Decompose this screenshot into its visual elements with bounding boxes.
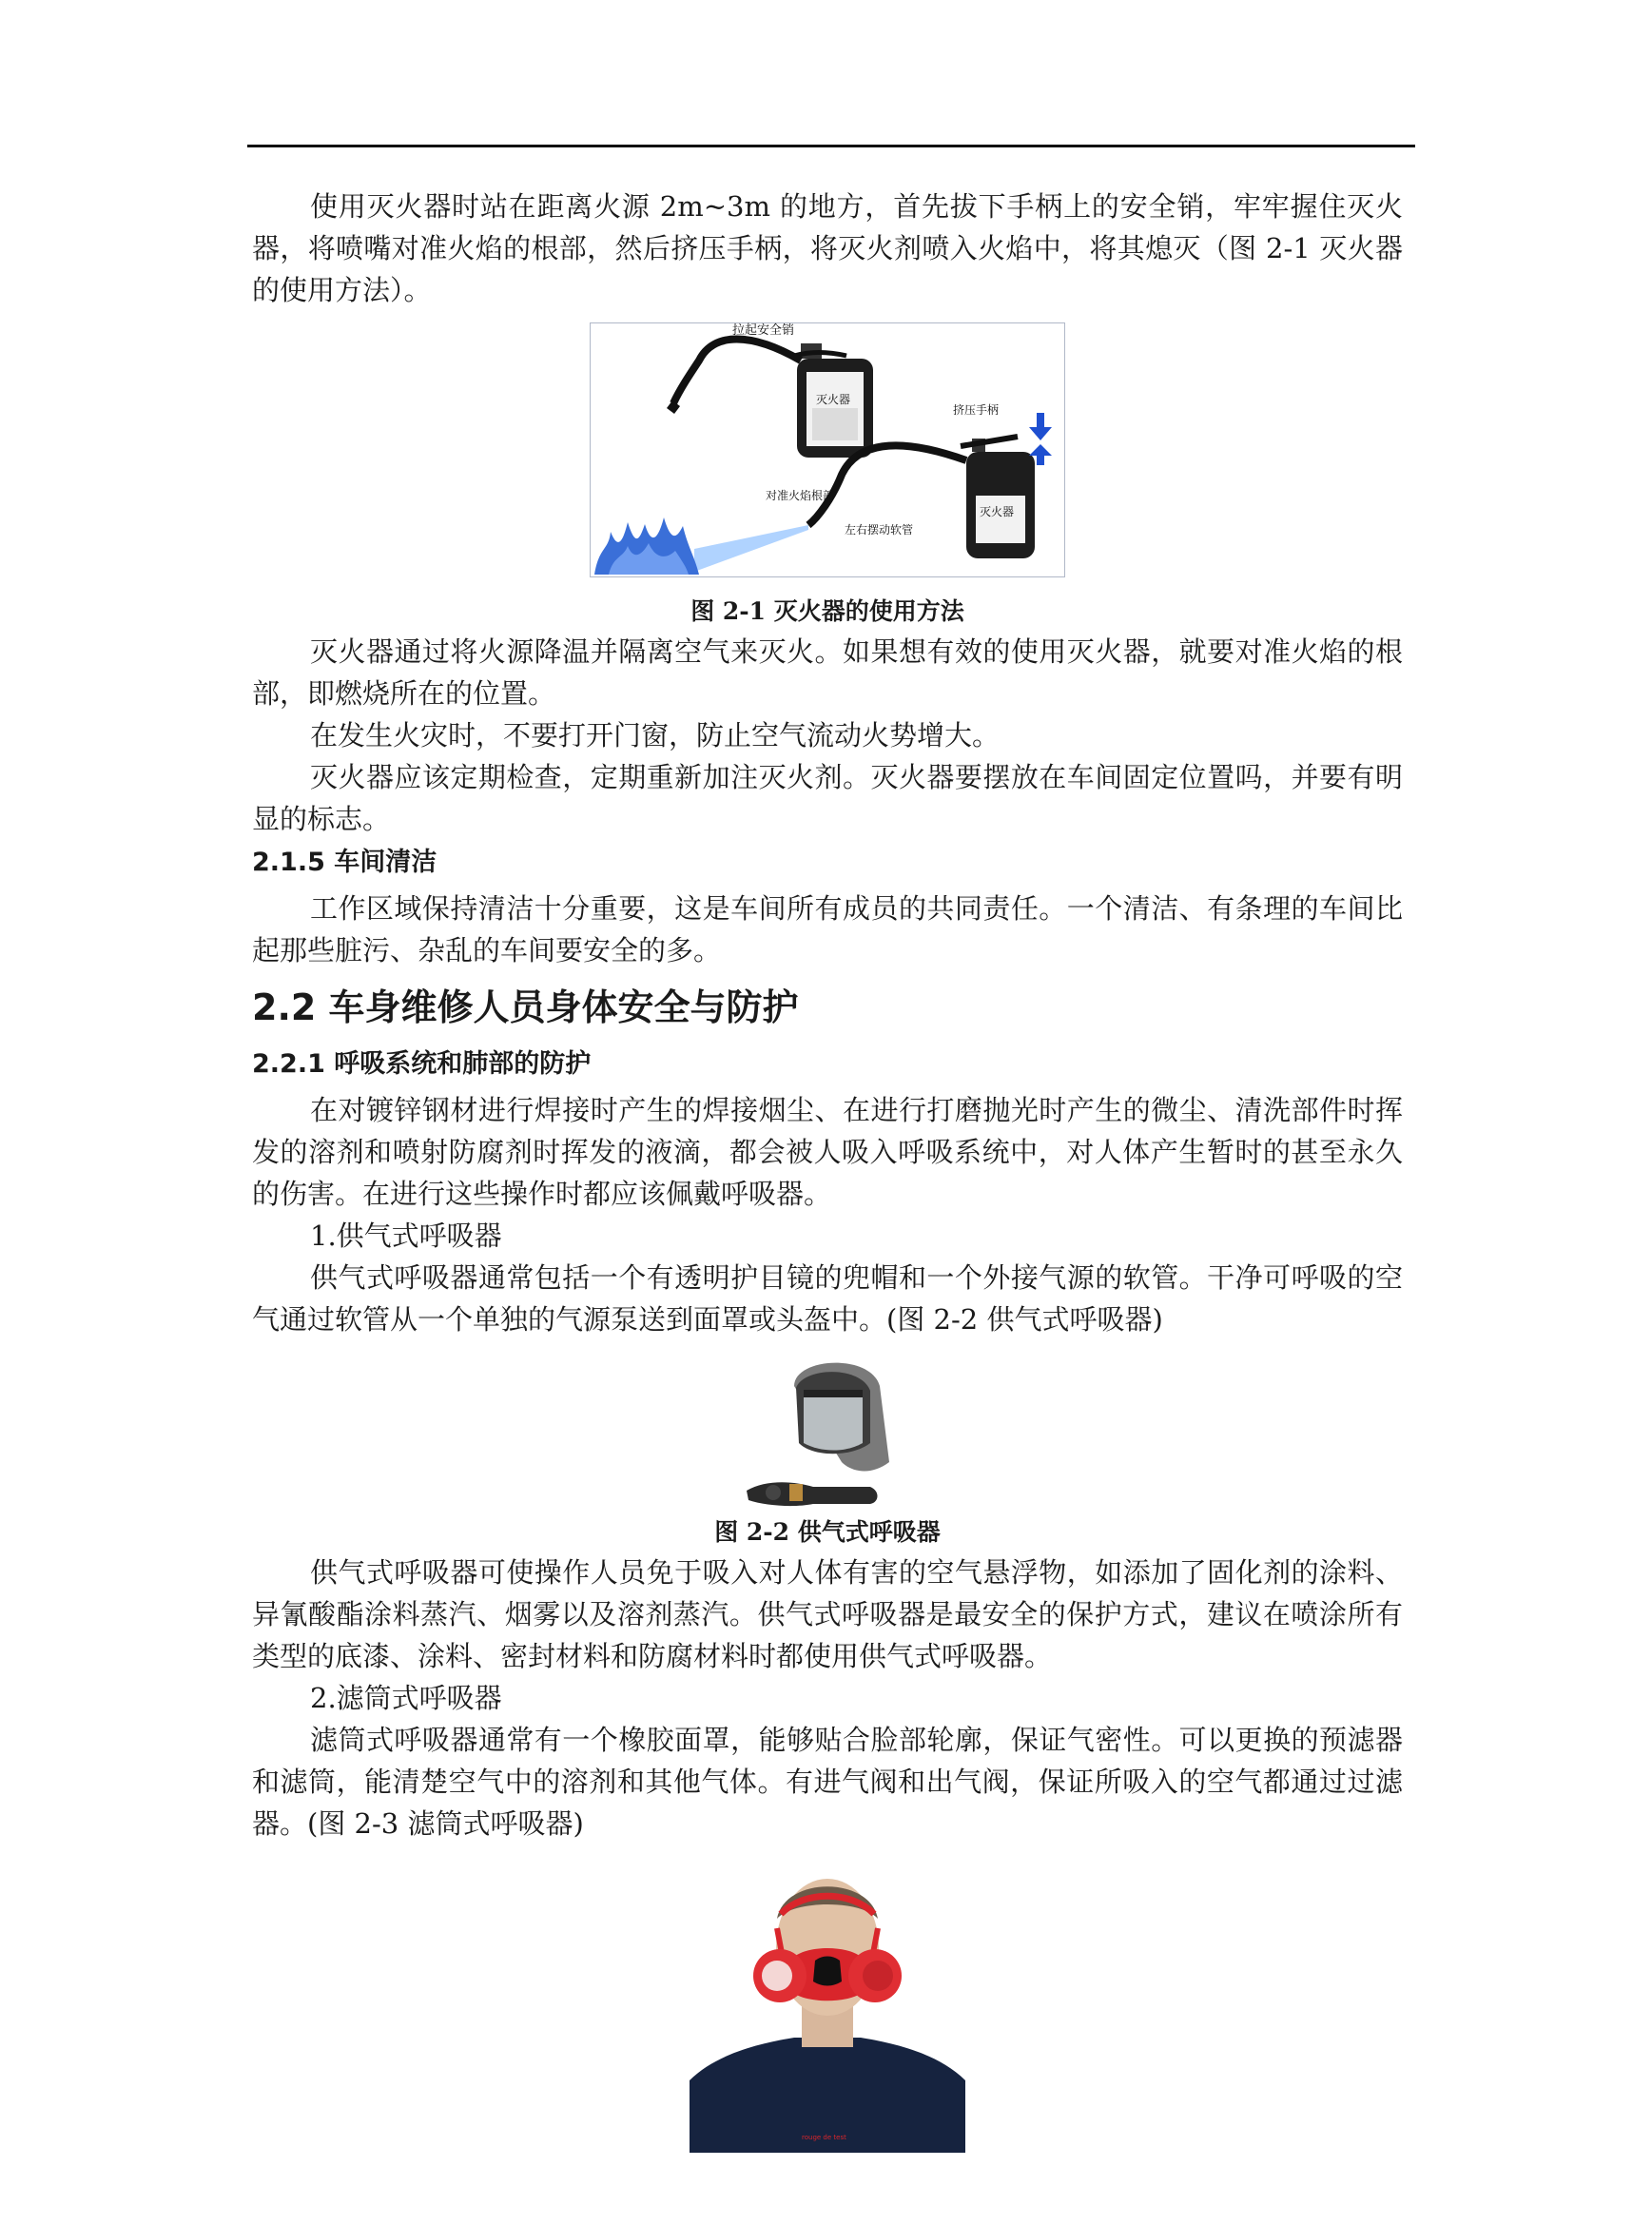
figure-caption: 图 2-1 灭火器的使用方法 <box>690 597 964 625</box>
paragraph: 灭火器应该定期检查，定期重新加注灭火剂。灭火器要摆放在车间固定位置吗，并要有明显的标志。 <box>252 761 1403 835</box>
figure-2-2 <box>252 1348 1403 1550</box>
label-body-1: 灭火器 <box>816 393 851 406</box>
label-handle: 挤压手柄 <box>953 403 1000 417</box>
supplied-air-respirator-image <box>737 1348 918 1510</box>
figure-2-3 <box>252 1862 1403 2153</box>
label-body-2: 灭火器 <box>980 505 1015 518</box>
paragraph: 滤筒式呼吸器通常有一个橡胶面罩，能够贴合脸部轮廓，保证气密性。可以更换的预滤器和滤筒，能清楚空气中的溶剂和其他气体。有进气阀和出气阀，保证所吸入的空气都通过过滤器。(图 2-3 滤筒式呼吸器) <box>252 1724 1403 1840</box>
label-hose: 左右摆动软管 <box>845 523 914 537</box>
paragraph: 2.滤筒式呼吸器 <box>310 1682 502 1714</box>
paragraph: 1.供气式呼吸器 <box>310 1220 502 1252</box>
subsection-heading: 2.1.5 车间清洁 <box>252 848 437 877</box>
shirt-text: rouge de test <box>802 2134 846 2141</box>
paragraph: 在发生火灾时，不要打开门窗，防止空气流动火势增大。 <box>310 719 1001 751</box>
page-content <box>252 185 1403 2153</box>
paragraph: 使用灭火器时站在距离火源 2m~3m 的地方，首先拔下手柄上的安全销，牢牢握住灭火器，将喷嘴对准火焰的根部，然后挤压手柄，将灭火剂喷入火焰中，将其熄灭（图 2-1 灭火器的使用方法）。 <box>252 190 1403 306</box>
paragraph: 灭火器通过将火源降温并隔离空气来灭火。如果想有效的使用灭火器，就要对准火焰的根部，即燃烧所在的位置。 <box>252 635 1403 710</box>
figure-caption: 图 2-2 供气式呼吸器 <box>714 1518 941 1546</box>
label-pin: 拉起安全销 <box>732 323 795 338</box>
paragraph: 供气式呼吸器通常包括一个有透明护目镜的兜帽和一个外接气源的软管。干净可呼吸的空气通过软管从一个单独的气源泵送到面罩或头盔中。(图 2-2 供气式呼吸器) <box>252 1261 1403 1336</box>
section-heading: 2.2 车身维修人员身体安全与防护 <box>252 986 799 1028</box>
paragraph: 供气式呼吸器可使操作人员免于吸入对人体有害的空气悬浮物，如添加了固化剂的涂料、异氰酸酯涂料蒸汽、烟雾以及溶剂蒸汽。供气式呼吸器是最安全的保护方式，建议在喷涂所有类型的底漆、涂料、密封材料和防腐材料时都使用供气式呼吸器。 <box>252 1556 1403 1672</box>
paragraph: 工作区域保持清洁十分重要，这是车间所有成员的共同责任。一个清洁、有条理的车间比起那些脏污、杂乱的车间要安全的多。 <box>252 892 1403 966</box>
subsection-heading: 2.2.1 呼吸系统和肺部的防护 <box>252 1049 592 1079</box>
paragraph: 在对镀锌钢材进行焊接时产生的焊接烟尘、在进行打磨抛光时产生的微尘、清洗部件时挥发的溶剂和喷射防腐剂时挥发的液滴，都会被人吸入呼吸系统中，对人体产生暂时的甚至永久的伤害。在进行这些操作时都应该佩戴呼吸器。 <box>252 1094 1403 1210</box>
label-aim: 对准火焰根部 <box>766 489 835 502</box>
header-rule <box>247 145 1415 147</box>
figure-2-1 <box>252 322 1403 629</box>
extinguisher-illustration <box>590 322 1065 577</box>
cartridge-respirator-image <box>690 1862 965 2153</box>
